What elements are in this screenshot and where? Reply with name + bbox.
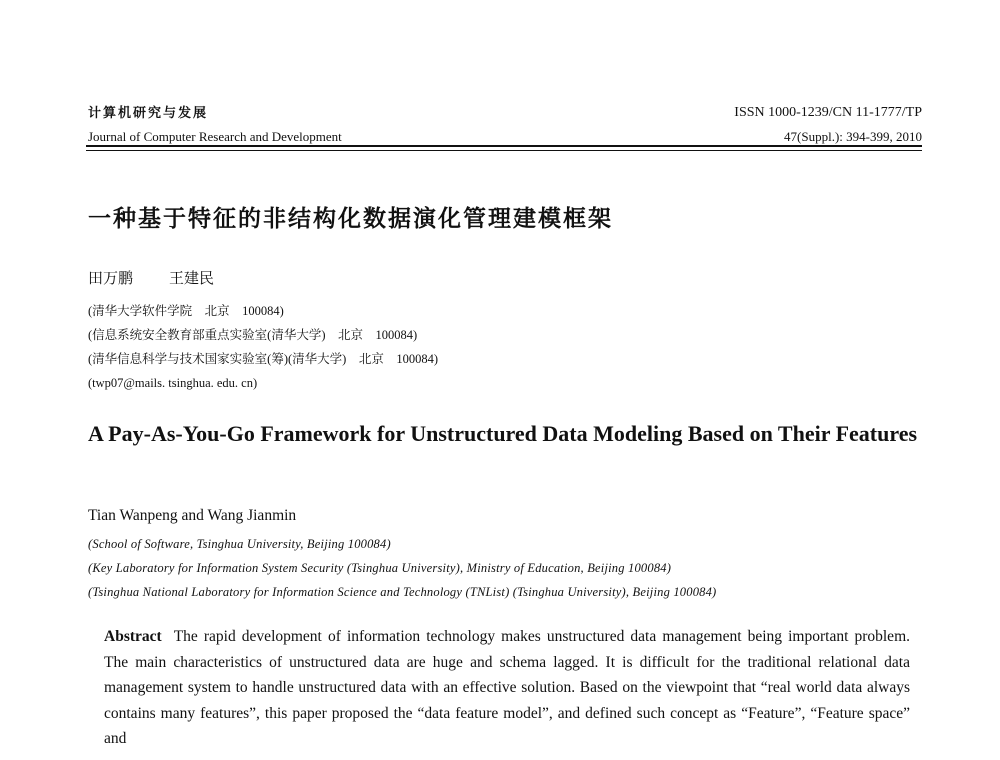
volume-pages: 47(Suppl.): 394-399, 2010 xyxy=(784,129,922,144)
author-email: (twp07@mails. tsinghua. edu. cn) xyxy=(88,376,258,390)
journal-name-cn: 计算机研究与发展 xyxy=(88,105,209,120)
paper-title-cn: 一种基于特征的非结构化数据演化管理建模框架 xyxy=(88,206,613,232)
abstract-text: The rapid development of information technology makes unstructured data management being important problem. The main characteristics of unstructured data are huge and schema lagged. It is difficult for the traditional relational data management system to handle unstructured data with an effective solution. Based on the viewpoint that “real world data always contains many features”, this paper proposed the “data feature model”, and defined such concept as “Feature”, “Feature space” and xyxy=(104,628,910,747)
header-rule-thin xyxy=(86,150,922,151)
affiliation-en-3: (Tsinghua National Laboratory for Information Science and Technology (TNList) (Tsinghua University), Beijing 100084) xyxy=(88,585,717,599)
issn-number: ISSN 1000-1239/CN 11-1777/TP xyxy=(734,105,922,120)
affiliation-en-2: (Key Laboratory for Information System Security (Tsinghua University), Ministry of Education, Beijing 100084) xyxy=(88,561,672,575)
abstract-label: Abstract xyxy=(104,628,162,645)
affiliation-cn-2: (信息系统安全教育部重点实验室(清华大学) 北京 100084) xyxy=(88,328,418,342)
header-rule-thick xyxy=(86,145,922,147)
author-cn-1: 田万鹏 xyxy=(88,271,134,287)
affiliation-en-1: (School of Software, Tsinghua University, Beijing 100084) xyxy=(88,537,391,551)
affiliation-cn-1: (清华大学软件学院 北京 100084) xyxy=(88,304,284,318)
affiliation-cn-3: (清华信息科学与技术国家实验室(筹)(清华大学) 北京 100084) xyxy=(88,352,438,366)
journal-name-en: Journal of Computer Research and Development xyxy=(88,129,342,144)
abstract-paragraph xyxy=(104,624,910,752)
paper-title-en: A Pay-As-You-Go Framework for Unstructured Data Modeling Based on Their Features xyxy=(88,421,918,446)
author-list-cn xyxy=(88,268,214,290)
author-cn-2: 王建民 xyxy=(169,271,215,287)
author-list-en: Tian Wanpeng and Wang Jianmin xyxy=(88,507,297,524)
running-header-left xyxy=(88,104,342,146)
running-header-right xyxy=(734,104,922,146)
